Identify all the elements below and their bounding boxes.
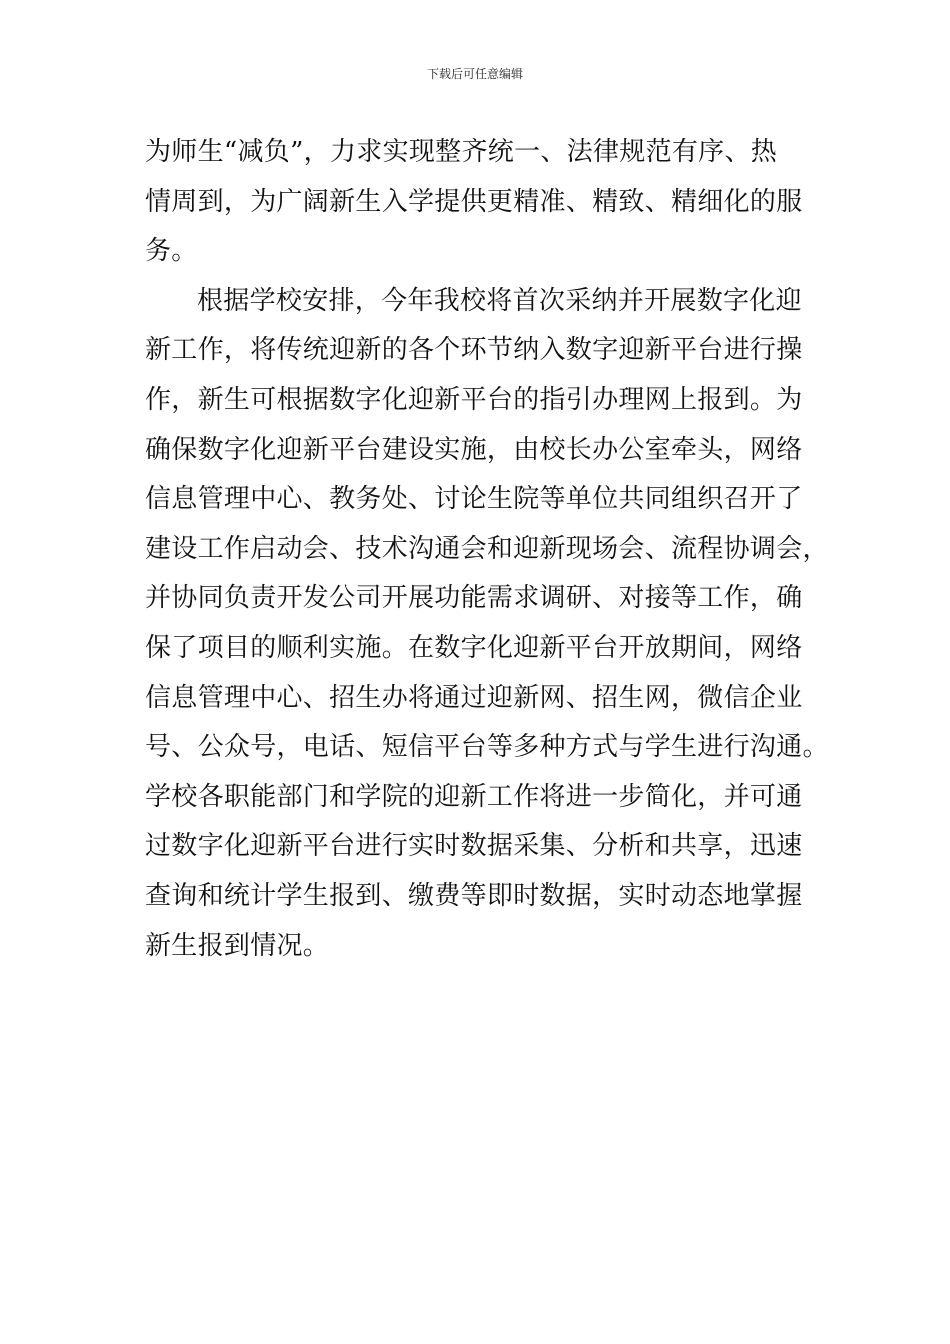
text-line: 并协同负责开发公司开展功能需求调研、对接等工作，确 xyxy=(145,583,803,614)
text-line: 作，新生可根据数字化迎新平台的指引办理网上报到。为 xyxy=(145,384,803,415)
paragraph-2 xyxy=(145,277,829,971)
document-body xyxy=(145,128,829,971)
text-line: 查询和统计学生报到、缴费等即时数据，实时动态地掌握 xyxy=(145,880,803,911)
text-line: 过数字化迎新平台进行实时数据采集、分析和共享，迅速 xyxy=(145,831,803,862)
paragraph-1 xyxy=(145,128,805,277)
page-header: 下载后可任意编辑 xyxy=(426,67,523,81)
text-line: 为师生“减负”，力求实现整齐统一、法律规范有序、热 xyxy=(145,137,778,167)
text-line: 号、公众号，电话、短信平台等多种方式与学生进行沟通。 xyxy=(145,732,829,763)
text-line: 新生报到情况。 xyxy=(145,930,330,961)
text-line: 确保数字化迎新平台建设实施，由校长办公室牵头，网络 xyxy=(145,434,803,465)
text-line: 保了项目的顺利实施。在数字化迎新平台开放期间，网络 xyxy=(145,632,803,663)
text-line: 新工作，将传统迎新的各个环节纳入数字迎新平台进行操 xyxy=(145,335,803,366)
text-line: 情周到，为广阔新生入学提供更精准、精致、精细化的服 xyxy=(145,186,803,217)
text-line: 根据学校安排，今年我校将首次采纳并开展数字化迎 xyxy=(197,285,802,316)
text-line: 建设工作启动会、技术沟通会和迎新现场会、流程协调会， xyxy=(145,533,829,564)
text-line: 信息管理中心、教务处、讨论生院等单位共同组织召开了 xyxy=(145,484,803,515)
text-line: 务。 xyxy=(145,236,198,267)
text-line: 信息管理中心、招生办将通过迎新网、招生网，微信企业 xyxy=(145,682,803,713)
text-line: 学校各职能部门和学院的迎新工作将进一步简化，并可通 xyxy=(145,781,803,812)
